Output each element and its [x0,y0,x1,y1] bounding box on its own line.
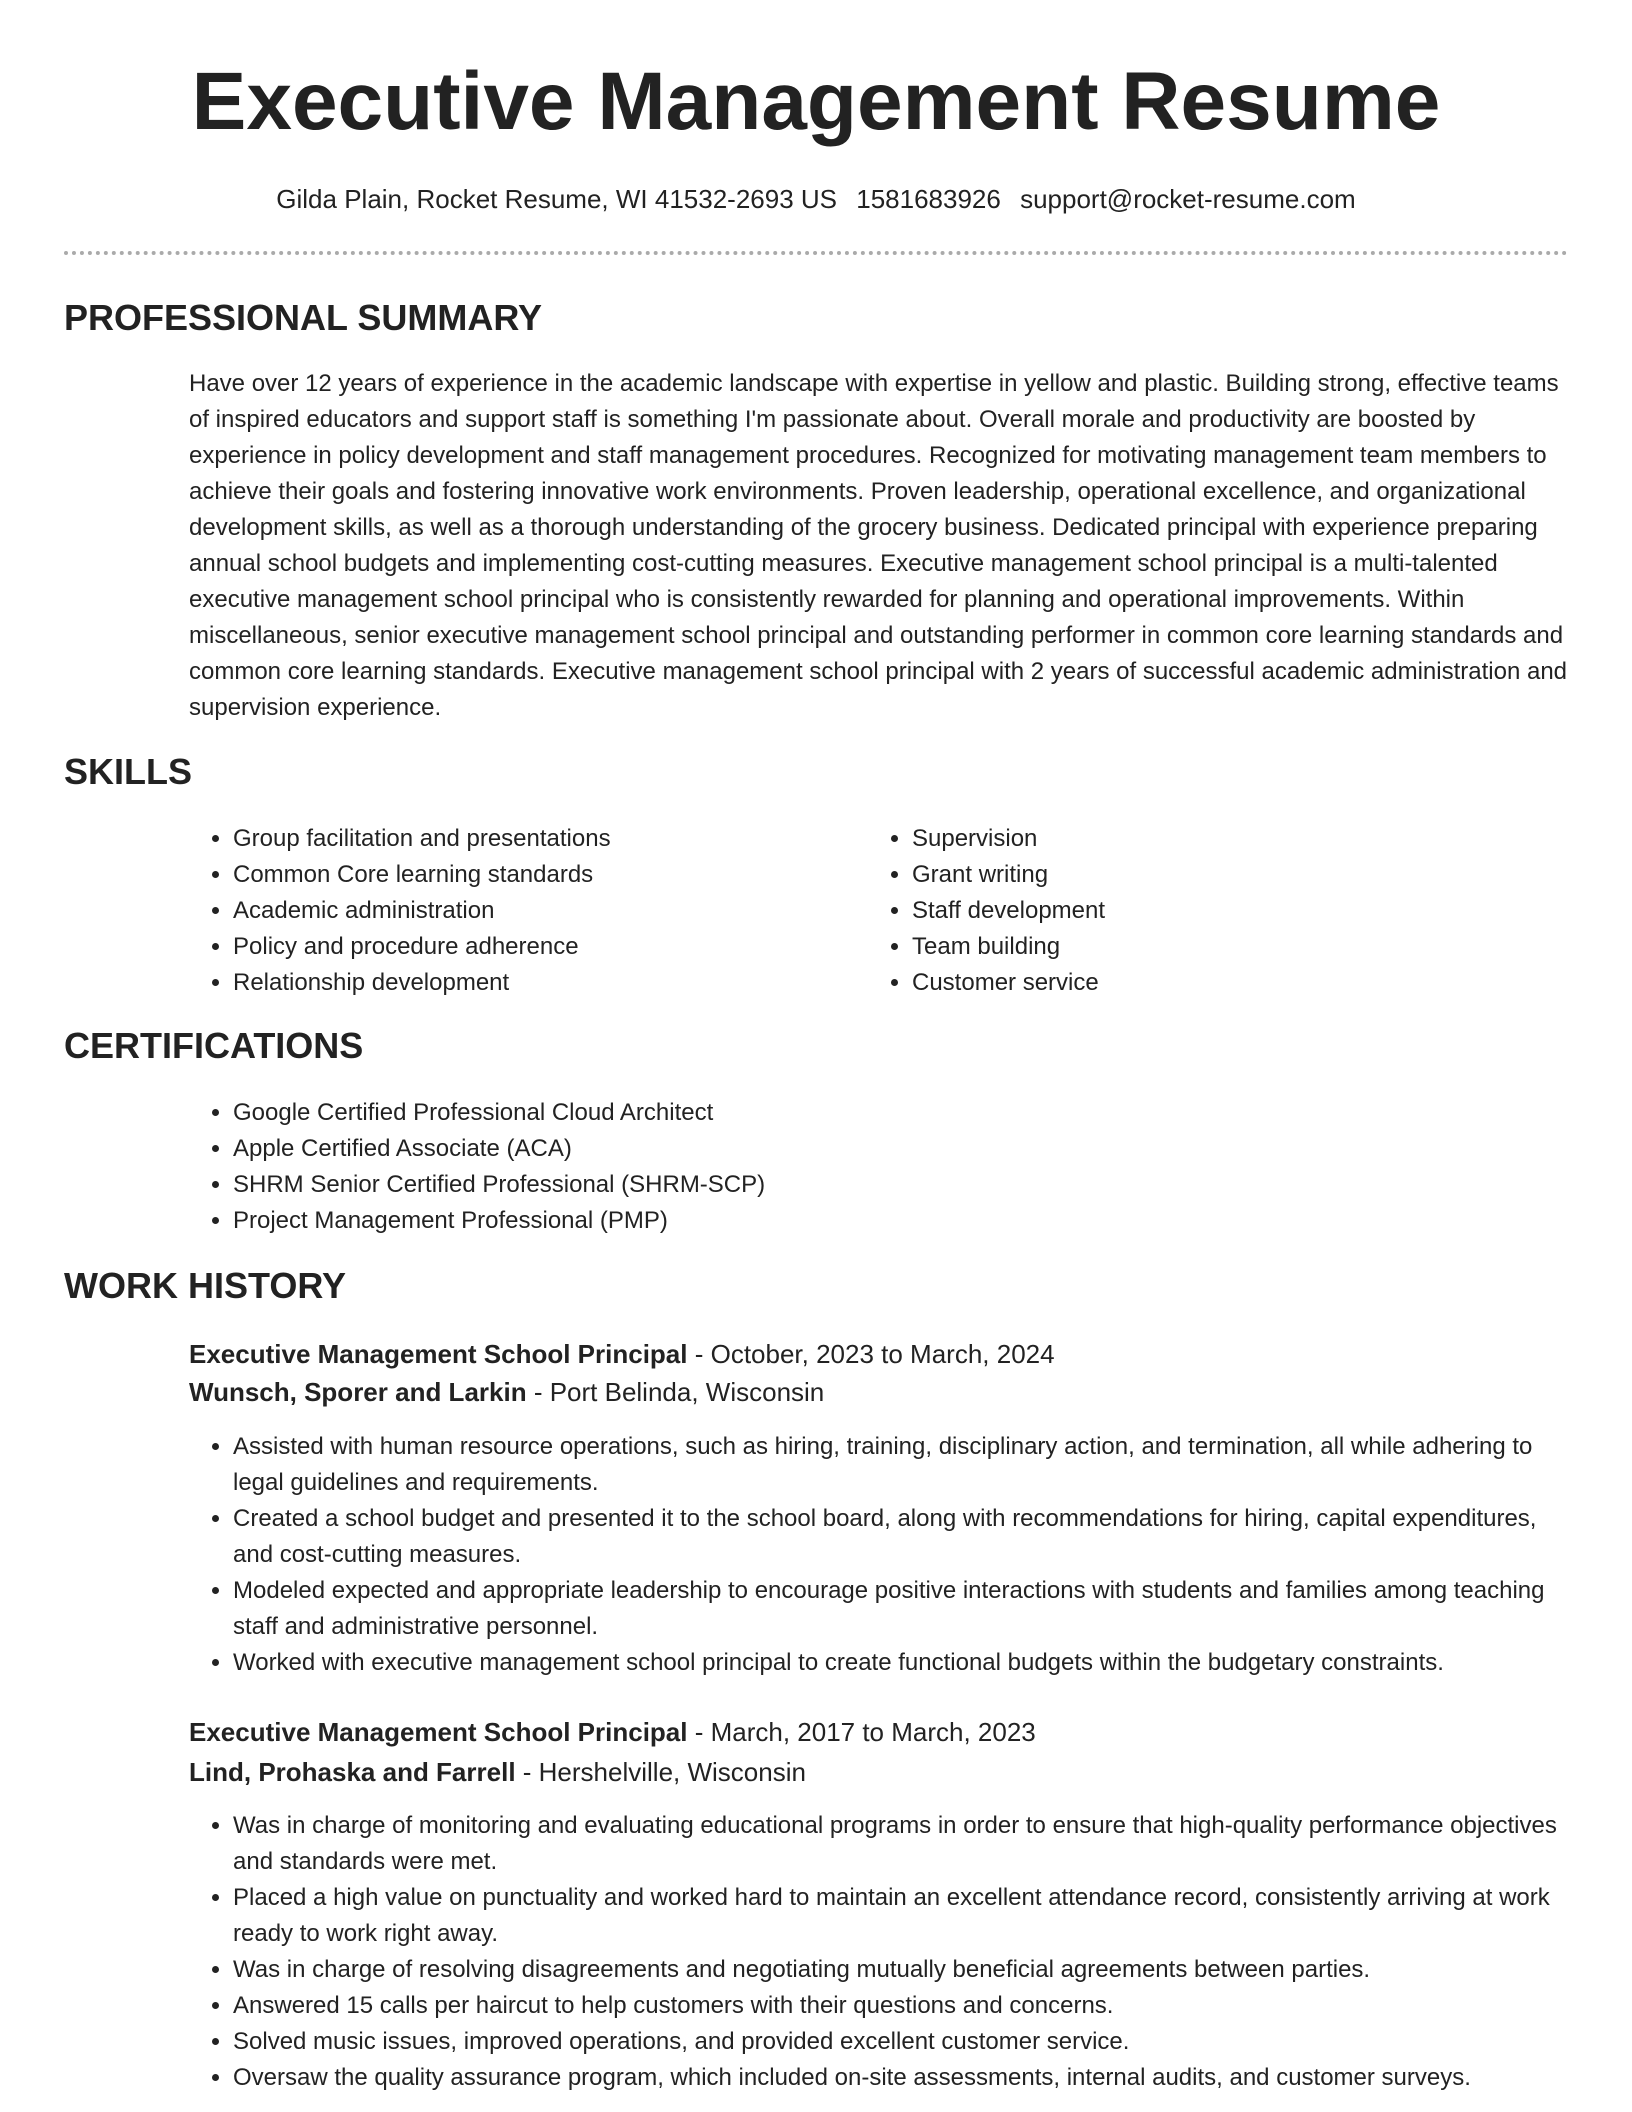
skills-list-right [868,821,1488,1001]
job-2-title-line [189,1713,1036,1751]
list-item: • Assisted with human resource operations, such as hiring, training, disciplinary action, and termination, all while adhering to legal guidelines and requirements. [233,1429,1569,1501]
summary-text: Have over 12 years of experience in the academic landscape with expertise in yellow and plastic. Building strong, effective teams of inspired educators and support staff is something I'm passionate about. Overall morale and productivity are boosted by experience in policy development and staff management procedures. Recognized for motivating management team members to achieve their goals and fostering innovative work environments. Proven leadership, operational excellence, and organizational development skills, as well as a thorough understanding of the grocery business. Dedicated principal with experience preparing annual school budgets and implementing cost-cutting measures. Executive management school principal is a multi-talented executive management school principal who is consistently rewarded for planning and operational improvements. Within miscellaneous, senior executive management school principal and outstanding performer in common core learning standards and common core learning standards. Executive management school principal with 2 years of successful academic administration and supervision experience. [189,370,1568,721]
list-item: • Customer service [912,965,1488,1001]
job-title: Executive Management School Principal [189,1339,688,1369]
list-item: • Was in charge of monitoring and evaluating educational programs in order to ensure that high-quality performance objectives and standards were met. [233,1808,1569,1880]
list-item: • Team building [912,929,1488,965]
job-1-company-line [189,1373,824,1411]
job-dates: - October, 2023 to March, 2024 [687,1339,1055,1369]
list-item: • Was in charge of resolving disagreements and negotiating mutually beneficial agreements between parties. [233,1952,1569,1988]
job-company: Lind, Prohaska and Farrell [189,1757,516,1787]
list-item: • Worked with executive management school principal to create functional budgets within the budgetary constraints. [233,1645,1569,1681]
job-dates: - March, 2017 to March, 2023 [687,1717,1036,1747]
header-divider [64,251,1568,255]
contact-line [0,182,1632,216]
certifications-list [189,1095,1569,1239]
job-title: Executive Management School Principal [189,1717,688,1747]
summary-heading: PROFESSIONAL SUMMARY [64,297,543,338]
work-history-heading: WORK HISTORY [64,1265,347,1306]
job-location: - Hershelville, Wisconsin [515,1757,806,1787]
list-item: • Apple Certified Associate (ACA) [233,1131,1569,1167]
list-item: • Grant writing [912,857,1488,893]
list-item: • Academic administration [233,893,809,929]
list-item: • Google Certified Professional Cloud Architect [233,1095,1569,1131]
list-item: • Oversaw the quality assurance program, which included on-site assessments, internal audits, and customer surveys. [233,2060,1569,2096]
job-1-title-line [189,1335,1055,1373]
list-item: • Project Management Professional (PMP) [233,1203,1569,1239]
resume-title: Executive Management Resume [191,56,1441,147]
list-item: • SHRM Senior Certified Professional (SHRM-SCP) [233,1167,1569,1203]
job-2-company-line [189,1753,806,1791]
skills-heading: SKILLS [64,751,193,792]
list-item: • Group facilitation and presentations [233,821,809,857]
list-item: • Supervision [912,821,1488,857]
job-company: Wunsch, Sporer and Larkin [189,1377,527,1407]
list-item: • Answered 15 calls per haircut to help customers with their questions and concerns. [233,1988,1569,2024]
skills-list-left [189,821,809,1001]
contact-address: Gilda Plain, Rocket Resume, WI 41532-2693 US [276,184,837,214]
job-location: - Port Belinda, Wisconsin [526,1377,825,1407]
certifications-heading: CERTIFICATIONS [64,1025,364,1066]
list-item: • Staff development [912,893,1488,929]
list-item: • Common Core learning standards [233,857,809,893]
job-2-duties [189,1808,1569,2096]
contact-email[interactable]: support@rocket-resume.com [1020,184,1356,214]
list-item: • Created a school budget and presented it to the school board, along with recommendations for hiring, capital expenditures, and cost-cutting measures. [233,1501,1569,1573]
list-item: • Relationship development [233,965,809,1001]
contact-phone: 1581683926 [856,184,1001,214]
list-item: • Policy and procedure adherence [233,929,809,965]
list-item: • Modeled expected and appropriate leadership to encourage positive interactions with students and families among teaching staff and administrative personnel. [233,1573,1569,1645]
list-item: • Solved music issues, improved operations, and provided excellent customer service. [233,2024,1569,2060]
list-item: • Placed a high value on punctuality and worked hard to maintain an excellent attendance record, consistently arriving at work ready to work right away. [233,1880,1569,1952]
job-1-duties [189,1429,1569,1681]
